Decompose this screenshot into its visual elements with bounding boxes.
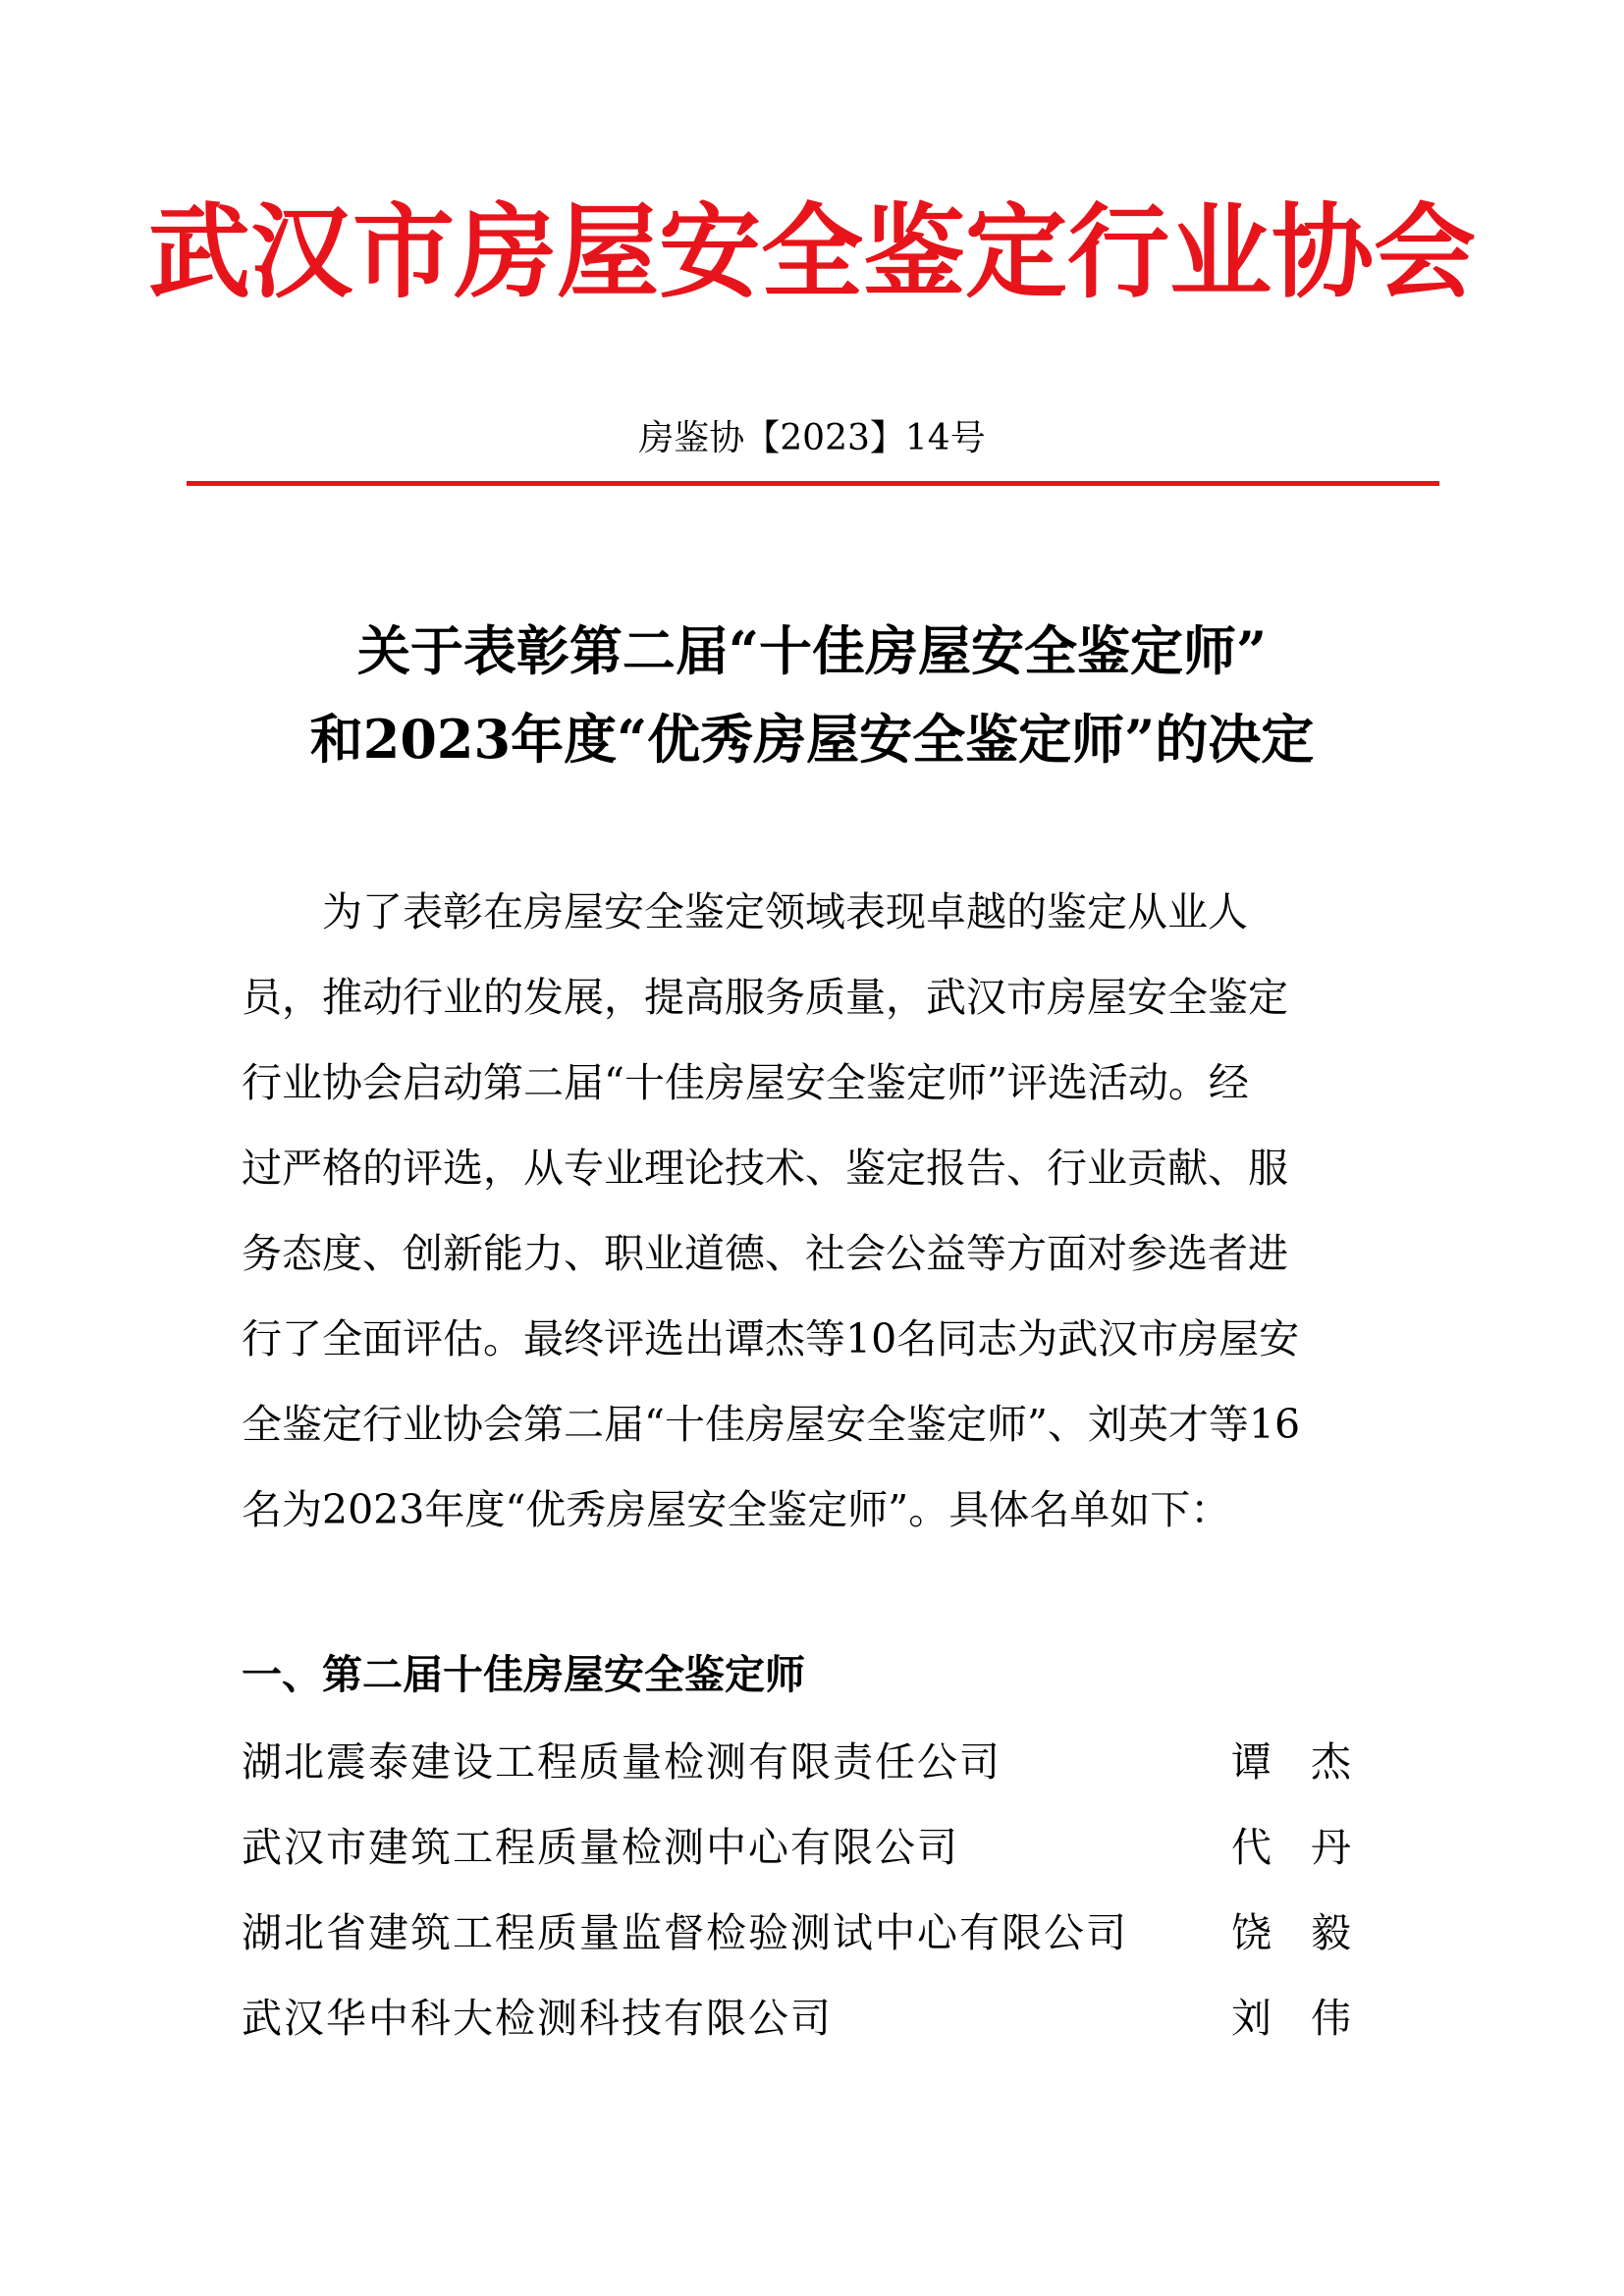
association-title: 武汉市房屋安全鉴定行业协会 — [147, 191, 1476, 312]
awardee-row — [242, 1733, 1390, 1791]
awardee-company: 湖北省建筑工程质量监督检验测试中心有限公司 — [242, 1909, 1128, 1956]
red-divider — [187, 481, 1439, 486]
awardee-company: 武汉华中科大检测科技有限公司 — [242, 1995, 833, 2042]
body-line: 为了表彰在房屋安全鉴定领域表现卓越的鉴定从业人 — [322, 888, 1248, 935]
body-line: 行了全面评估。最终评选出谭杰等10名同志为武汉市房屋安 — [242, 1315, 1300, 1362]
awardee-row — [242, 1818, 1390, 1877]
awardee-company: 武汉市建筑工程质量检测中心有限公司 — [242, 1824, 959, 1871]
awardee-name: 饶毅 — [1231, 1909, 1390, 1956]
body-line: 过严格的评选，从专业理论技术、鉴定报告、行业贡献、服 — [242, 1145, 1288, 1192]
decision-title-line-2: 和2023年度“优秀房屋安全鉴定师”的决定 — [309, 708, 1315, 771]
body-line: 全鉴定行业协会第二届“十佳房屋安全鉴定师”、刘英才等16 — [242, 1401, 1301, 1448]
section-heading: 一、第二届十佳房屋安全鉴定师 — [242, 1651, 805, 1698]
awardee-row — [242, 1903, 1390, 1962]
body-line: 务态度、创新能力、职业道德、社会公益等方面对参选者进 — [242, 1230, 1288, 1277]
body-line: 员，推动行业的发展，提高服务质量，武汉市房屋安全鉴定 — [242, 974, 1288, 1021]
awardee-name: 谭杰 — [1231, 1738, 1390, 1786]
body-line: 名为2023年度“优秀房屋安全鉴定师”。具体名单如下： — [242, 1486, 1231, 1533]
decision-title-line-1: 关于表彰第二届“十佳房屋安全鉴定师” — [356, 619, 1268, 682]
document-number: 房鉴协【2023】14号 — [638, 418, 986, 458]
awardee-name: 代丹 — [1231, 1824, 1390, 1871]
awardee-row — [242, 1989, 1390, 2048]
body-line: 行业协会启动第二届“十佳房屋安全鉴定师”评选活动。经 — [242, 1059, 1249, 1106]
awardee-company: 湖北震泰建设工程质量检测有限责任公司 — [242, 1738, 1001, 1786]
awardee-name: 刘伟 — [1231, 1995, 1390, 2042]
